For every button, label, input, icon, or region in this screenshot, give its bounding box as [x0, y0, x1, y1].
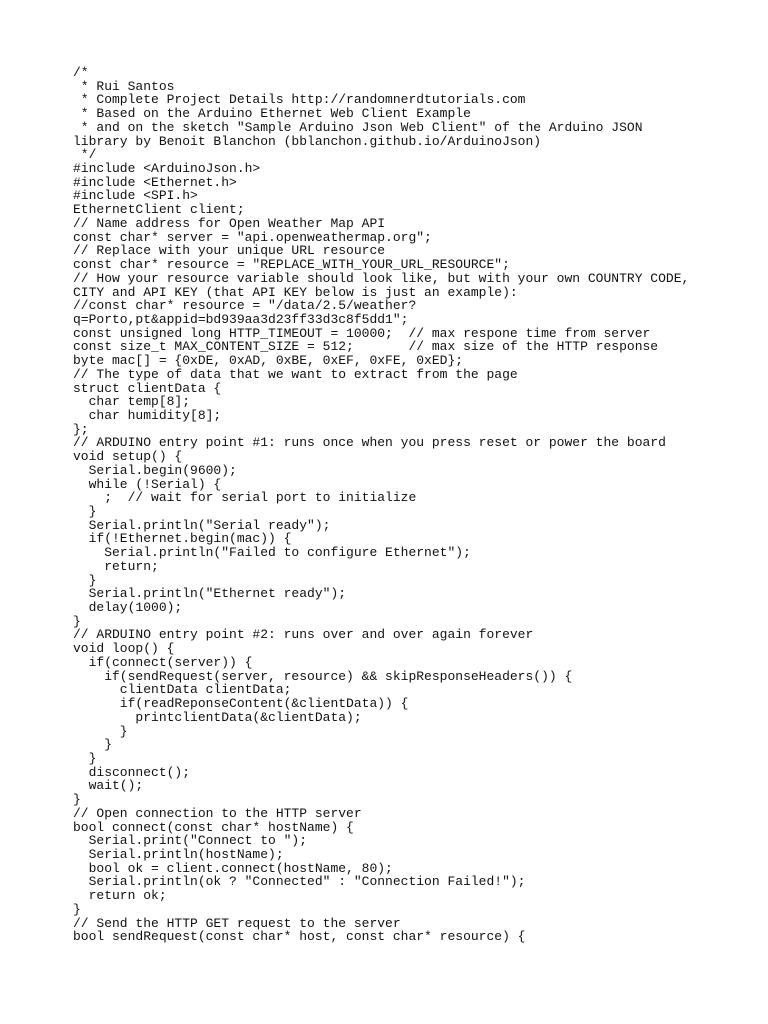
- code-line: * and on the sketch "Sample Arduino Json Web Client" of the Arduino JSON: [73, 119, 643, 135]
- code-line: }: [73, 613, 81, 629]
- code-line: return;: [73, 558, 159, 574]
- code-line: }: [73, 750, 97, 766]
- code-line: * Rui Santos: [73, 78, 175, 94]
- code-line: const char* resource = "REPLACE_WITH_YOUR_URL_RESOURCE";: [73, 257, 510, 273]
- code-line: #include <Ethernet.h>: [73, 174, 237, 190]
- code-line: if(sendRequest(server, resource) && skipResponseHeaders()) {: [73, 668, 573, 684]
- code-line: */: [73, 147, 97, 163]
- code-listing: [73, 66, 733, 944]
- code-line: }: [73, 737, 113, 753]
- code-line: if(connect(server)) {: [73, 654, 253, 670]
- code-line: Serial.println("Failed to configure Ethernet");: [73, 545, 471, 561]
- code-line: // The type of data that we want to extract from the page: [73, 366, 518, 382]
- code-line: void loop() {: [73, 641, 175, 657]
- code-line: Serial.println(ok ? "Connected" : "Connection Failed!");: [73, 874, 526, 890]
- code-line: const size_t MAX_CONTENT_SIZE = 512; // max size of the HTTP response: [73, 339, 659, 355]
- code-line: q=Porto,pt&appid=bd939aa3d23ff33d3c8f5dd1";: [73, 311, 409, 327]
- code-line: Serial.println(hostName);: [73, 846, 284, 862]
- code-line: printclientData(&clientData);: [73, 709, 362, 725]
- code-line: const char* server = "api.openweathermap.org";: [73, 229, 432, 245]
- code-line: return ok;: [73, 888, 167, 904]
- code-line: Serial.begin(9600);: [73, 462, 237, 478]
- code-line: char humidity[8];: [73, 407, 222, 423]
- code-line: Serial.println("Ethernet ready");: [73, 586, 347, 602]
- code-line: const unsigned long HTTP_TIMEOUT = 10000; // max respone time from server: [73, 325, 651, 341]
- code-line: }: [73, 792, 81, 808]
- code-line: bool ok = client.connect(hostName, 80);: [73, 860, 393, 876]
- code-line: delay(1000);: [73, 600, 183, 616]
- code-line: ; // wait for serial port to initialize: [73, 490, 417, 506]
- code-line: // ARDUINO entry point #1: runs once when you press reset or power the board: [73, 435, 666, 451]
- code-line: void setup() {: [73, 449, 183, 465]
- code-line: if(!Ethernet.begin(mac)) {: [73, 531, 292, 547]
- code-line: }: [73, 572, 97, 588]
- code-line: }: [73, 901, 81, 917]
- code-line: if(readReponseContent(&clientData)) {: [73, 696, 409, 712]
- code-line: char temp[8];: [73, 394, 191, 410]
- code-line: #include <SPI.h>: [73, 188, 198, 204]
- code-line: disconnect();: [73, 764, 191, 780]
- code-line: struct clientData {: [73, 380, 222, 396]
- code-line: /*: [73, 65, 89, 80]
- code-line: byte mac[] = {0xDE, 0xAD, 0xBE, 0xEF, 0xFE, 0xED};: [73, 353, 464, 369]
- code-line: // Replace with your unique URL resource: [73, 243, 386, 259]
- code-line: while (!Serial) {: [73, 476, 222, 492]
- code-line: library by Benoit Blanchon (bblanchon.github.io/ArduinoJson): [73, 133, 542, 149]
- code-line: };: [73, 421, 89, 437]
- code-line: * Based on the Arduino Ethernet Web Client Example: [73, 106, 471, 122]
- code-line: //const char* resource = "/data/2.5/weather?: [73, 298, 417, 314]
- code-line: Serial.print("Connect to ");: [73, 833, 308, 849]
- code-line: CITY and API KEY (that API KEY below is just an example):: [73, 284, 518, 300]
- code-line: // ARDUINO entry point #2: runs over and over again forever: [73, 627, 534, 643]
- code-line: }: [73, 723, 128, 739]
- code-line: // Send the HTTP GET request to the server: [73, 915, 401, 931]
- code-line: }: [73, 504, 97, 519]
- code-line: bool sendRequest(const char* host, const char* resource) {: [73, 929, 526, 945]
- code-line: EthernetClient client;: [73, 202, 245, 218]
- code-line: Serial.println("Serial ready");: [73, 517, 331, 533]
- code-line: * Complete Project Details http://randomnerdtutorials.com: [73, 92, 526, 108]
- code-line: // Open connection to the HTTP server: [73, 805, 362, 821]
- code-line: // Name address for Open Weather Map API: [73, 215, 386, 231]
- code-line: clientData clientData;: [73, 682, 292, 698]
- code-line: wait();: [73, 778, 144, 794]
- code-line: #include <ArduinoJson.h>: [73, 161, 261, 177]
- code-line: bool connect(const char* hostName) {: [73, 819, 354, 835]
- code-line: // How your resource variable should look like, but with your own COUNTRY CODE,: [73, 270, 690, 286]
